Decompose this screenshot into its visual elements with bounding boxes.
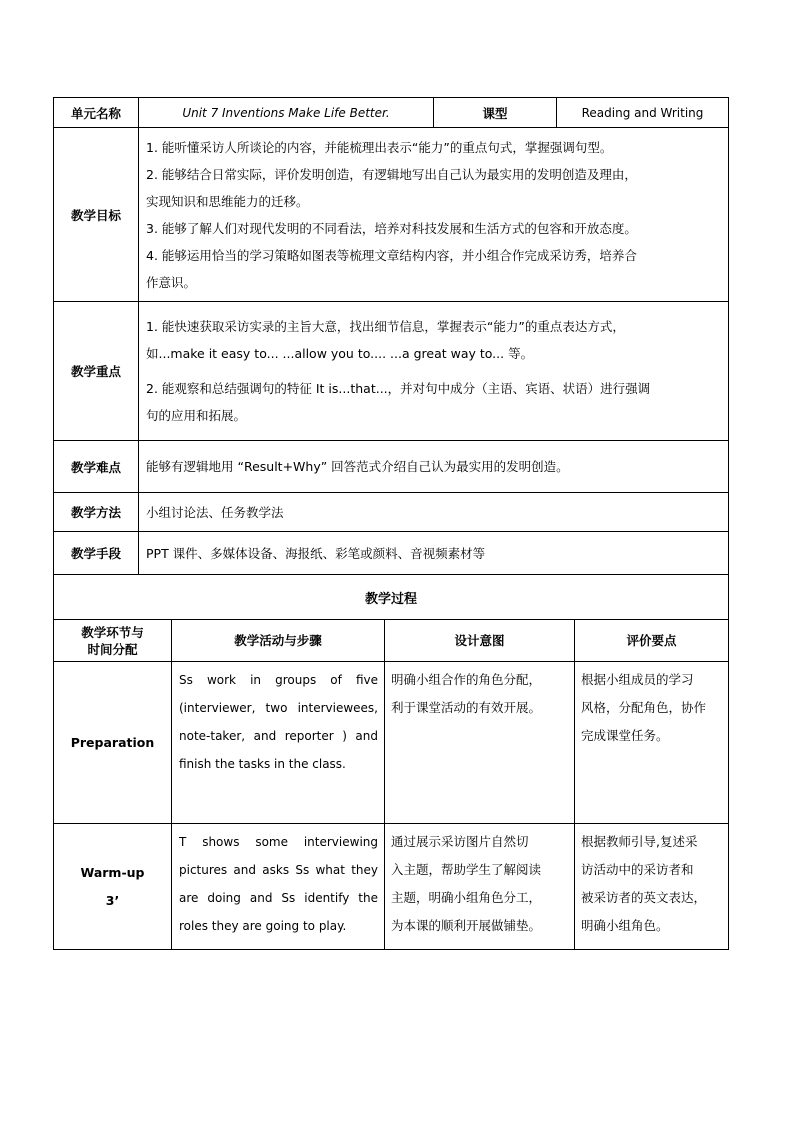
difficulty-label: 教学难点 — [54, 441, 139, 493]
activity-line: are doing and Ss identify the — [179, 891, 378, 905]
key-points-label: 教学重点 — [54, 302, 139, 441]
activity-line: Ss work in groups of five — [179, 673, 378, 687]
stage-warmup-time: 3’ — [105, 892, 120, 908]
eval-line: 根据教师引导,复述采 — [581, 834, 698, 849]
activity-line: roles they are going to play. — [179, 919, 347, 933]
activity-preparation — [172, 662, 385, 824]
intent-line: 入主题，帮助学生了解阅读 — [391, 862, 542, 877]
method-label: 教学方法 — [54, 493, 139, 532]
info-table — [53, 97, 729, 575]
process-title: 教学过程 — [54, 575, 729, 620]
stage-preparation: Preparation — [54, 662, 172, 824]
header-evaluation: 评价要点 — [575, 620, 729, 662]
objective-line: 3. 能够了解人们对现代发明的不同看法，培养对科技发展和生活方式的包容和开放态度。 — [146, 220, 637, 236]
intent-line: 为本课的顺利开展做铺垫。 — [391, 918, 542, 933]
activity-line: pictures and asks Ss what they — [179, 863, 378, 877]
eval-line: 被采访者的英文表达， — [581, 890, 707, 905]
key-point-line: 1. 能快速获取采访实录的主旨大意，找出细节信息，掌握表示“能力”的重点表达方式， — [146, 319, 625, 334]
type-label: 课型 — [434, 98, 557, 128]
header-stage-time: 教学环节与 时间分配 — [54, 620, 172, 662]
header-activity: 教学活动与步骤 — [172, 620, 385, 662]
process-row-warmup — [54, 824, 729, 950]
process-header-row — [54, 620, 729, 662]
unit-label: 单元名称 — [54, 98, 139, 128]
method-value: 小组讨论法、任务教学法 — [139, 493, 729, 532]
objective-line: 作意识。 — [146, 274, 197, 290]
unit-value: Unit 7 Inventions Make Life Better. — [139, 98, 434, 128]
stage-warmup-label: Warm-up — [80, 864, 145, 880]
process-title-row — [54, 575, 729, 620]
objective-line: 实现知识和思维能力的迁移。 — [146, 193, 309, 209]
process-row-preparation — [54, 662, 729, 824]
means-label: 教学手段 — [54, 532, 139, 575]
activity-warmup — [172, 824, 385, 950]
eval-line: 明确小组角色。 — [581, 918, 669, 933]
objectives-label: 教学目标 — [54, 128, 139, 302]
means-row — [54, 532, 729, 575]
difficulty-row — [54, 441, 729, 493]
header-intent: 设计意图 — [385, 620, 575, 662]
lesson-plan-page — [53, 97, 728, 950]
key-point-line: 句的应用和拓展。 — [146, 408, 247, 423]
objective-line: 4. 能够运用恰当的学习策略如图表等梳理文章结构内容，并小组合作完成采访秀，培养合 — [146, 247, 637, 263]
eval-warmup — [575, 824, 729, 950]
intent-preparation — [385, 662, 575, 824]
activity-line: (interviewer, two interviewees, — [179, 701, 378, 715]
activity-line: T shows some interviewing — [179, 835, 378, 849]
intent-line: 明确小组合作的角色分配， — [391, 672, 542, 687]
objectives-row — [54, 128, 729, 302]
method-row — [54, 493, 729, 532]
difficulty-value: 能够有逻辑地用 “Result+Why” 回答范式介绍自己认为最实用的发明创造。 — [139, 441, 729, 493]
key-points-content — [139, 302, 729, 441]
key-point-line: 2. 能观察和总结强调句的特征 It is...that...，并对句中成分（主语、宾语、状语）进行强调 — [146, 381, 651, 396]
eval-line: 完成课堂任务。 — [581, 728, 669, 743]
process-table — [53, 574, 729, 950]
eval-line: 根据小组成员的学习 — [581, 672, 694, 687]
activity-line: finish the tasks in the class. — [179, 757, 346, 771]
objective-line: 1. 能听懂采访人所谈论的内容，并能梳理出表示“能力”的重点句式，掌握强调句型。 — [146, 139, 613, 155]
intent-line: 主题，明确小组角色分工， — [391, 890, 542, 905]
means-value: PPT 课件、多媒体设备、海报纸、彩笔或颜料、音视频素材等 — [139, 532, 729, 575]
type-value: Reading and Writing — [557, 98, 729, 128]
eval-line: 风格，分配角色，协作 — [581, 700, 707, 715]
intent-line: 利于课堂活动的有效开展。 — [391, 700, 542, 715]
unit-row — [54, 98, 729, 128]
intent-warmup — [385, 824, 575, 950]
key-point-line: 如...make it easy to... ...allow you to.... ...a great way to... 等。 — [146, 346, 534, 361]
intent-line: 通过展示采访图片自然切 — [391, 834, 529, 849]
key-points-row — [54, 302, 729, 441]
eval-preparation — [575, 662, 729, 824]
stage-warmup — [54, 824, 172, 950]
objectives-content — [139, 128, 729, 302]
activity-line: note-taker, and reporter ) and — [179, 729, 378, 743]
eval-line: 访活动中的采访者和 — [581, 862, 694, 877]
objective-line: 2. 能够结合日常实际，评价发明创造，有逻辑地写出自己认为最实用的发明创造及理由， — [146, 166, 637, 182]
